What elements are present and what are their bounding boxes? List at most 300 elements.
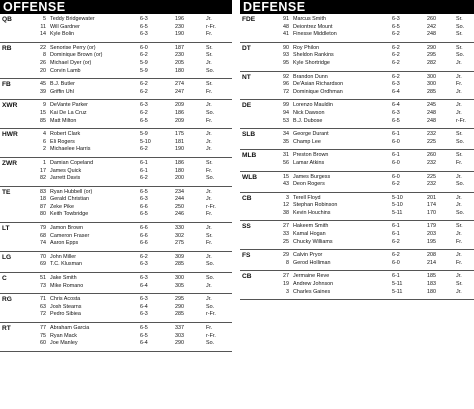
player-row bbox=[0, 175, 232, 183]
position-group bbox=[240, 43, 474, 72]
player-height: 6-3 bbox=[140, 102, 148, 109]
offense-groups bbox=[0, 14, 232, 352]
player-name: James Burgess bbox=[293, 173, 331, 180]
position-group bbox=[240, 129, 474, 150]
player-name: Calvin Pryor bbox=[293, 252, 323, 259]
player-number: 11 bbox=[40, 23, 46, 30]
player-weight: 180 bbox=[175, 67, 184, 74]
position-group bbox=[240, 250, 474, 271]
player-name: Sheldon Rankins bbox=[293, 52, 334, 59]
player-number: 48 bbox=[283, 23, 289, 30]
player-weight: 203 bbox=[427, 231, 436, 238]
player-name: Keith Towbridge bbox=[50, 211, 89, 218]
player-name: Mike Romano bbox=[50, 282, 84, 289]
player-name: Josh Stearns bbox=[50, 303, 82, 310]
player-row bbox=[0, 275, 232, 283]
player-number: 73 bbox=[40, 282, 46, 289]
player-name: Michael Dyer (or) bbox=[50, 59, 92, 66]
player-year: Sr. bbox=[206, 81, 213, 88]
player-height: 5-11 bbox=[392, 209, 403, 216]
player-weight: 274 bbox=[175, 81, 184, 88]
player-year: Jr. bbox=[456, 59, 462, 66]
player-height: 6-2 bbox=[140, 52, 148, 59]
player-number: 5 bbox=[43, 16, 46, 22]
position-group bbox=[0, 43, 232, 79]
player-name: Robert Clark bbox=[50, 131, 81, 138]
player-number: 15 bbox=[283, 173, 289, 180]
player-year: Jr. bbox=[206, 282, 212, 289]
player-height: 6-4 bbox=[140, 303, 148, 310]
player-weight: 303 bbox=[175, 332, 184, 339]
player-number: 96 bbox=[283, 81, 289, 88]
player-weight: 295 bbox=[427, 52, 436, 59]
player-year: Sr. bbox=[456, 152, 463, 159]
player-year: Jr. bbox=[206, 188, 212, 195]
player-number: 92 bbox=[283, 73, 289, 80]
player-number: 18 bbox=[40, 196, 46, 203]
player-number: 60 bbox=[40, 340, 46, 347]
position-group bbox=[0, 158, 232, 187]
player-weight: 180 bbox=[427, 288, 436, 295]
player-number: 45 bbox=[40, 81, 46, 88]
player-row bbox=[240, 152, 474, 160]
player-year: r-Fr. bbox=[206, 311, 216, 318]
player-number: 99 bbox=[283, 102, 289, 109]
player-year: Fr. bbox=[206, 325, 213, 331]
player-year: Jr. bbox=[206, 138, 212, 145]
player-height: 6-5 bbox=[140, 325, 148, 331]
player-row bbox=[0, 81, 232, 89]
player-height: 6-2 bbox=[392, 59, 400, 66]
player-row bbox=[240, 289, 474, 297]
player-year: r-Fr. bbox=[206, 23, 216, 30]
player-weight: 180 bbox=[175, 167, 184, 174]
position-group bbox=[0, 129, 232, 158]
player-row bbox=[0, 52, 232, 60]
position-label: CB bbox=[242, 273, 252, 281]
player-number: 79 bbox=[40, 225, 46, 232]
player-weight: 246 bbox=[175, 211, 184, 218]
player-number: 75 bbox=[40, 332, 46, 339]
player-row bbox=[240, 131, 474, 139]
player-row bbox=[0, 118, 232, 126]
player-row bbox=[240, 52, 474, 60]
player-number: 56 bbox=[283, 159, 289, 166]
position-label: TE bbox=[2, 188, 11, 196]
player-year: Jr. bbox=[456, 102, 462, 109]
player-weight: 305 bbox=[175, 282, 184, 289]
player-name: Gerald Christian bbox=[50, 196, 89, 203]
player-row bbox=[0, 31, 232, 39]
player-number: 70 bbox=[40, 253, 46, 260]
player-name: Lorenzo Mauldin bbox=[293, 102, 333, 109]
player-year: So. bbox=[456, 138, 465, 145]
position-label: FB bbox=[2, 81, 11, 89]
player-height: 6-2 bbox=[392, 44, 400, 51]
player-height: 6-2 bbox=[392, 73, 400, 80]
player-year: Jr. bbox=[206, 131, 212, 138]
player-height: 6-4 bbox=[140, 340, 148, 347]
player-name: Abraham Garcia bbox=[50, 325, 90, 331]
player-name: De'Asian Richardson bbox=[293, 81, 344, 88]
position-group bbox=[0, 294, 232, 323]
player-weight: 225 bbox=[427, 138, 436, 145]
player-name: Dominique Brown (or) bbox=[50, 52, 103, 59]
player-height: 6-2 bbox=[392, 52, 400, 59]
player-height: 6-3 bbox=[140, 311, 148, 318]
player-year: Fr. bbox=[456, 259, 463, 266]
player-name: Brandon Dunn bbox=[293, 73, 328, 80]
position-group bbox=[240, 193, 474, 222]
player-year: Sr. bbox=[206, 159, 213, 166]
player-weight: 234 bbox=[175, 188, 184, 195]
player-weight: 190 bbox=[175, 31, 184, 38]
position-group bbox=[0, 273, 232, 294]
defense-header: DEFENSE bbox=[240, 0, 474, 14]
player-year: Sr. bbox=[456, 131, 463, 138]
player-year: r-Fr. bbox=[206, 332, 216, 339]
player-number: 51 bbox=[40, 275, 46, 282]
player-row bbox=[0, 168, 232, 176]
player-weight: 214 bbox=[427, 259, 436, 266]
player-name: Zeke Pike bbox=[50, 203, 74, 210]
player-name: Teddy Bridgewater bbox=[50, 16, 95, 22]
position-group bbox=[0, 100, 232, 129]
player-year: Fr. bbox=[456, 81, 463, 88]
player-year: Jr. bbox=[456, 88, 462, 95]
player-row bbox=[0, 211, 232, 219]
player-weight: 205 bbox=[175, 59, 184, 66]
player-height: 5-10 bbox=[392, 202, 403, 209]
player-year: Sr. bbox=[456, 31, 463, 38]
player-row bbox=[240, 181, 474, 189]
player-name: Kai De La Cruz bbox=[50, 109, 87, 116]
player-year: r-Fr. bbox=[206, 203, 216, 210]
player-weight: 260 bbox=[427, 152, 436, 159]
position-label: HWR bbox=[2, 131, 18, 139]
player-name: Gerod Holliman bbox=[293, 259, 331, 266]
position-label: RT bbox=[2, 325, 11, 332]
player-name: George Durant bbox=[293, 131, 329, 138]
player-year: Fr. bbox=[206, 167, 213, 174]
player-number: 33 bbox=[283, 231, 289, 238]
position-label: MLB bbox=[242, 152, 257, 160]
player-year: Sr. bbox=[456, 223, 463, 230]
player-height: 6-2 bbox=[140, 81, 148, 88]
player-weight: 181 bbox=[175, 138, 184, 145]
player-height: 6-0 bbox=[140, 44, 148, 51]
player-year: Sr. bbox=[456, 44, 463, 51]
player-row bbox=[0, 110, 232, 118]
player-height: 5-9 bbox=[140, 67, 148, 74]
player-year: Jr. bbox=[206, 196, 212, 203]
player-year: Fr. bbox=[206, 117, 213, 124]
player-height: 6-3 bbox=[392, 109, 400, 116]
player-number: 31 bbox=[283, 152, 289, 159]
player-name: Ryan Mack bbox=[50, 332, 77, 339]
player-weight: 285 bbox=[175, 311, 184, 318]
player-weight: 185 bbox=[427, 273, 436, 280]
player-height: 6-6 bbox=[140, 203, 148, 210]
player-weight: 244 bbox=[175, 196, 184, 203]
player-number: 39 bbox=[40, 88, 46, 95]
player-height: 6-2 bbox=[392, 181, 400, 188]
player-weight: 248 bbox=[427, 117, 436, 124]
player-row bbox=[240, 195, 474, 203]
player-row bbox=[240, 60, 474, 68]
position-label: CB bbox=[242, 194, 252, 202]
player-row bbox=[240, 24, 474, 32]
position-label: ZWR bbox=[2, 159, 18, 167]
player-row bbox=[240, 223, 474, 231]
player-height: 6-1 bbox=[392, 273, 400, 280]
player-height: 6-2 bbox=[392, 31, 400, 38]
player-row bbox=[0, 131, 232, 139]
player-row bbox=[0, 60, 232, 68]
player-number: 74 bbox=[40, 240, 46, 247]
player-weight: 275 bbox=[175, 240, 184, 247]
player-height: 6-0 bbox=[392, 138, 400, 145]
player-row bbox=[240, 89, 474, 97]
player-row bbox=[240, 273, 474, 281]
player-number: 3 bbox=[286, 194, 289, 201]
player-number: 95 bbox=[283, 59, 289, 66]
player-name: John Miller bbox=[50, 253, 77, 260]
player-name: Jarrett Davis bbox=[50, 175, 81, 182]
player-height: 6-1 bbox=[392, 231, 400, 238]
player-height: 6-2 bbox=[392, 252, 400, 259]
player-height: 6-4 bbox=[392, 88, 400, 95]
player-year: So. bbox=[456, 23, 465, 30]
player-number: 93 bbox=[283, 52, 289, 59]
player-number: 19 bbox=[283, 281, 289, 288]
player-name: Chris Acosta bbox=[50, 296, 81, 303]
player-year: Sr. bbox=[206, 52, 213, 59]
player-row bbox=[240, 102, 474, 110]
player-year: Jr. bbox=[456, 288, 462, 295]
player-number: 9 bbox=[43, 102, 46, 109]
player-name: Champ Lee bbox=[293, 138, 321, 145]
player-name: Corvin Lamb bbox=[50, 67, 81, 74]
player-number: 83 bbox=[40, 188, 46, 195]
player-year: Jr. bbox=[456, 231, 462, 238]
player-row bbox=[240, 110, 474, 118]
position-label: QB bbox=[2, 16, 12, 23]
player-height: 6-2 bbox=[392, 238, 400, 245]
player-weight: 174 bbox=[427, 202, 436, 209]
player-row bbox=[240, 281, 474, 289]
player-height: 5-9 bbox=[140, 131, 148, 138]
player-name: Kevin Houchins bbox=[293, 209, 331, 216]
player-name: Senorise Perry (or) bbox=[50, 44, 96, 51]
player-number: 94 bbox=[283, 109, 289, 116]
player-height: 6-0 bbox=[392, 173, 400, 180]
player-row bbox=[0, 146, 232, 154]
player-weight: 295 bbox=[175, 296, 184, 303]
player-row bbox=[0, 311, 232, 319]
player-number: 1 bbox=[43, 159, 46, 166]
player-number: 27 bbox=[283, 223, 289, 230]
player-row bbox=[240, 118, 474, 126]
player-year: So. bbox=[456, 181, 465, 188]
player-year: Fr. bbox=[456, 238, 463, 245]
player-year: Jr. bbox=[456, 202, 462, 209]
position-group bbox=[240, 14, 474, 43]
player-number: 29 bbox=[283, 252, 289, 259]
position-label: SLB bbox=[242, 131, 256, 139]
player-name: Kyle Bolin bbox=[50, 31, 74, 38]
player-row bbox=[0, 160, 232, 168]
player-row bbox=[240, 160, 474, 168]
player-height: 6-5 bbox=[392, 117, 400, 124]
player-number: 69 bbox=[40, 261, 46, 268]
player-weight: 290 bbox=[175, 340, 184, 347]
player-weight: 247 bbox=[175, 88, 184, 95]
player-year: Jr. bbox=[456, 109, 462, 116]
player-number: 41 bbox=[283, 31, 289, 38]
player-row bbox=[240, 81, 474, 89]
player-year: r-Fr. bbox=[456, 117, 466, 124]
player-weight: 242 bbox=[427, 23, 436, 30]
player-weight: 201 bbox=[427, 194, 436, 201]
player-name: Jake Smith bbox=[50, 275, 77, 282]
player-height: 6-3 bbox=[140, 275, 148, 282]
player-name: Eli Rogers bbox=[50, 138, 75, 145]
position-label: NT bbox=[242, 73, 251, 81]
player-weight: 245 bbox=[427, 102, 436, 109]
player-year: Jr. bbox=[206, 253, 212, 260]
player-height: 6-4 bbox=[392, 102, 400, 109]
offense-column bbox=[0, 0, 232, 352]
player-name: Roy Philon bbox=[293, 44, 320, 51]
player-name: Charles Gaines bbox=[293, 288, 331, 295]
player-height: 6-3 bbox=[140, 261, 148, 268]
player-row bbox=[0, 68, 232, 76]
player-name: Aaron Epps bbox=[50, 240, 79, 247]
player-weight: 260 bbox=[427, 16, 436, 22]
player-row bbox=[0, 189, 232, 197]
player-name: Kamal Hogan bbox=[293, 231, 326, 238]
player-name: Griffin Uhl bbox=[50, 88, 74, 95]
player-weight: 330 bbox=[175, 225, 184, 232]
player-height: 6-2 bbox=[140, 109, 148, 116]
player-weight: 248 bbox=[427, 109, 436, 116]
position-label: WLB bbox=[242, 173, 258, 181]
player-row bbox=[0, 102, 232, 110]
player-year: Jr. bbox=[206, 59, 212, 66]
position-group bbox=[240, 100, 474, 129]
player-weight: 186 bbox=[175, 159, 184, 166]
player-name: Jermaine Reve bbox=[293, 273, 330, 280]
position-label: RG bbox=[2, 296, 12, 304]
player-number: 14 bbox=[40, 31, 46, 38]
player-year: Jr. bbox=[206, 296, 212, 303]
player-weight: 225 bbox=[427, 173, 436, 180]
player-row bbox=[0, 325, 232, 333]
player-row bbox=[240, 174, 474, 182]
player-row bbox=[240, 231, 474, 239]
position-group bbox=[0, 187, 232, 223]
player-weight: 230 bbox=[175, 52, 184, 59]
player-height: 6-2 bbox=[140, 175, 148, 182]
player-weight: 290 bbox=[175, 303, 184, 310]
player-weight: 230 bbox=[175, 23, 184, 30]
player-number: 12 bbox=[283, 202, 289, 209]
player-height: 6-3 bbox=[140, 16, 148, 22]
player-height: 6-5 bbox=[392, 23, 400, 30]
player-weight: 196 bbox=[175, 16, 184, 22]
player-weight: 248 bbox=[427, 31, 436, 38]
player-number: 15 bbox=[40, 109, 46, 116]
player-number: 25 bbox=[283, 238, 289, 245]
player-name: Andrew Johnson bbox=[293, 281, 334, 288]
player-year: So. bbox=[456, 209, 465, 216]
player-number: 20 bbox=[40, 67, 46, 74]
player-height: 6-3 bbox=[392, 16, 400, 22]
player-weight: 190 bbox=[175, 146, 184, 153]
player-year: Fr. bbox=[456, 159, 463, 166]
player-row bbox=[0, 283, 232, 291]
player-number: 91 bbox=[283, 16, 289, 22]
player-row bbox=[240, 260, 474, 268]
player-height: 6-2 bbox=[140, 88, 148, 95]
player-number: 26 bbox=[40, 59, 46, 66]
player-year: Fr. bbox=[206, 240, 213, 247]
player-weight: 302 bbox=[175, 232, 184, 239]
player-height: 5-10 bbox=[140, 138, 151, 145]
player-year: So. bbox=[206, 175, 215, 182]
player-name: T.C. Klusman bbox=[50, 261, 83, 268]
player-number: 8 bbox=[43, 52, 46, 59]
player-name: Pedro Sibiea bbox=[50, 311, 81, 318]
player-weight: 208 bbox=[427, 252, 436, 259]
player-number: 80 bbox=[40, 211, 46, 218]
player-name: Finesse Middleton bbox=[293, 31, 337, 38]
player-number: 2 bbox=[43, 146, 46, 153]
player-number: 38 bbox=[283, 209, 289, 216]
player-row bbox=[0, 204, 232, 212]
player-weight: 282 bbox=[427, 59, 436, 66]
player-name: Deon Rogers bbox=[293, 181, 325, 188]
player-height: 6-6 bbox=[140, 232, 148, 239]
player-name: Chucky Williams bbox=[293, 238, 333, 245]
player-name: Deiontrez Mount bbox=[293, 23, 333, 30]
player-year: Jr. bbox=[206, 225, 212, 232]
player-number: 35 bbox=[283, 138, 289, 145]
player-number: 90 bbox=[283, 44, 289, 51]
player-name: Matt Milton bbox=[50, 117, 77, 124]
player-name: James Quick bbox=[50, 167, 82, 174]
player-row bbox=[0, 24, 232, 32]
player-weight: 209 bbox=[175, 102, 184, 109]
position-group bbox=[0, 252, 232, 273]
player-number: 72 bbox=[40, 311, 46, 318]
position-label: XWR bbox=[2, 102, 18, 110]
player-height: 6-1 bbox=[392, 131, 400, 138]
player-height: 6-1 bbox=[392, 223, 400, 230]
player-height: 6-5 bbox=[140, 332, 148, 339]
player-year: Fr. bbox=[206, 211, 213, 218]
player-height: 6-5 bbox=[140, 23, 148, 30]
player-height: 6-1 bbox=[140, 159, 148, 166]
player-weight: 309 bbox=[175, 253, 184, 260]
player-weight: 183 bbox=[427, 281, 436, 288]
player-row bbox=[0, 225, 232, 233]
position-group bbox=[0, 14, 232, 43]
player-number: 82 bbox=[40, 175, 46, 182]
position-group bbox=[240, 72, 474, 101]
player-weight: 232 bbox=[427, 131, 436, 138]
